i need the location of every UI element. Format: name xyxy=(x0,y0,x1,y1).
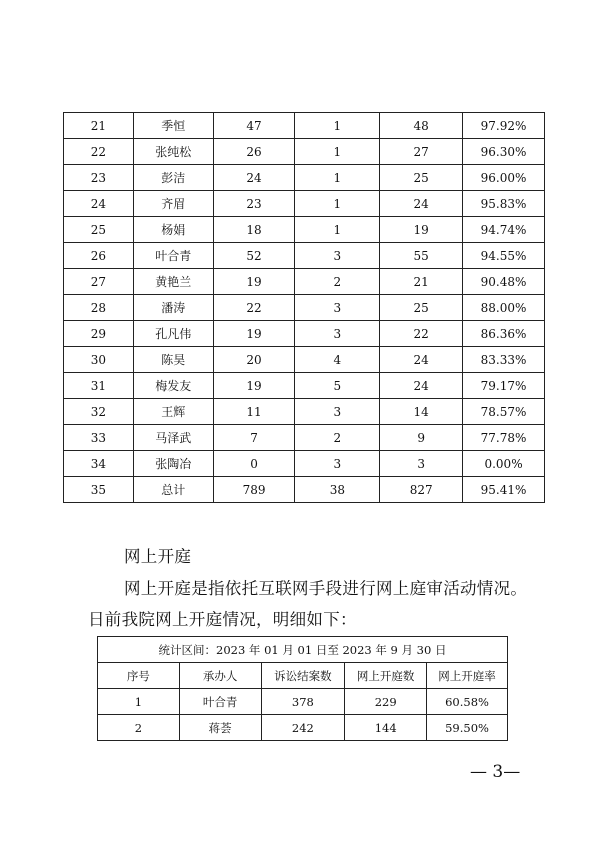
table-cell: 22 xyxy=(213,295,295,321)
table-cell: 0 xyxy=(213,451,295,477)
table-cell: 24 xyxy=(380,347,463,373)
table-caption: 统计区间：2023 年 01 月 01 日至 2023 年 9 月 30 日 xyxy=(98,637,508,663)
column-header: 承办人 xyxy=(179,663,261,689)
table-cell: 27 xyxy=(380,139,463,165)
column-header: 序号 xyxy=(98,663,180,689)
table-cell: 3 xyxy=(295,451,380,477)
table-cell: 78.57% xyxy=(463,399,545,425)
column-header: 网上开庭数 xyxy=(345,663,427,689)
table-cell: 25 xyxy=(380,165,463,191)
table-row xyxy=(64,243,545,269)
table-cell: 王辉 xyxy=(133,399,213,425)
table-cell: 94.55% xyxy=(463,243,545,269)
table-cell: 彭洁 xyxy=(133,165,213,191)
table-row xyxy=(64,165,545,191)
table-row xyxy=(98,689,508,715)
table-row xyxy=(64,269,545,295)
table-cell: 378 xyxy=(261,689,345,715)
table-cell: 19 xyxy=(380,217,463,243)
table-cell: 26 xyxy=(213,139,295,165)
table-cell: 24 xyxy=(213,165,295,191)
section-paragraph-line-1: 网上开庭是指依托互联网手段进行网上庭审活动情况。 xyxy=(124,579,528,598)
table-row xyxy=(64,217,545,243)
table-cell: 齐眉 xyxy=(133,191,213,217)
table-row xyxy=(64,139,545,165)
column-header: 网上开庭率 xyxy=(427,663,508,689)
table-cell: 18 xyxy=(213,217,295,243)
table-cell: 7 xyxy=(213,425,295,451)
table-cell: 827 xyxy=(380,477,463,503)
table-cell: 11 xyxy=(213,399,295,425)
table-cell: 97.92% xyxy=(463,113,545,139)
table-cell: 90.48% xyxy=(463,269,545,295)
table-cell: 3 xyxy=(295,399,380,425)
table-cell: 黄艳兰 xyxy=(133,269,213,295)
table-cell: 5 xyxy=(295,373,380,399)
table-cell: 22 xyxy=(64,139,134,165)
table-cell: 789 xyxy=(213,477,295,503)
table-cell: 马泽武 xyxy=(133,425,213,451)
table-cell: 35 xyxy=(64,477,134,503)
table-cell: 32 xyxy=(64,399,134,425)
table-cell: 95.83% xyxy=(463,191,545,217)
table-cell: 19 xyxy=(213,269,295,295)
table-cell: 28 xyxy=(64,295,134,321)
table-row xyxy=(64,477,545,503)
section-paragraph-line-2: 日前我院网上开庭情况，明细如下： xyxy=(88,610,357,629)
table-cell: 94.74% xyxy=(463,217,545,243)
table-row xyxy=(98,715,508,741)
table-cell: 2 xyxy=(98,715,180,741)
table-cell: 叶合青 xyxy=(133,243,213,269)
table-cell: 23 xyxy=(64,165,134,191)
table-row xyxy=(64,451,545,477)
ranking-table-body xyxy=(64,113,545,503)
table-cell: 1 xyxy=(295,217,380,243)
table-cell: 24 xyxy=(64,191,134,217)
table-row xyxy=(64,295,545,321)
table-cell: 1 xyxy=(98,689,180,715)
table-cell: 孔凡伟 xyxy=(133,321,213,347)
table-cell: 79.17% xyxy=(463,373,545,399)
table-row xyxy=(64,321,545,347)
table-cell: 潘涛 xyxy=(133,295,213,321)
table-cell: 229 xyxy=(345,689,427,715)
table-cell: 83.33% xyxy=(463,347,545,373)
table-cell: 24 xyxy=(380,373,463,399)
table-cell: 季恒 xyxy=(133,113,213,139)
table-row xyxy=(64,399,545,425)
table-header-row xyxy=(98,663,508,689)
table-cell: 31 xyxy=(64,373,134,399)
table-cell: 19 xyxy=(213,373,295,399)
table-cell: 22 xyxy=(380,321,463,347)
table-cell: 48 xyxy=(380,113,463,139)
table-caption-row xyxy=(98,637,508,663)
table-cell: 88.00% xyxy=(463,295,545,321)
table-cell: 34 xyxy=(64,451,134,477)
table-cell: 55 xyxy=(380,243,463,269)
section-heading: 网上开庭 xyxy=(124,547,192,566)
table-cell: 30 xyxy=(64,347,134,373)
table-cell: 59.50% xyxy=(427,715,508,741)
table-cell: 21 xyxy=(64,113,134,139)
online-hearing-table-body xyxy=(98,689,508,741)
table-row xyxy=(64,191,545,217)
table-cell: 21 xyxy=(380,269,463,295)
column-header: 诉讼结案数 xyxy=(261,663,345,689)
table-cell: 23 xyxy=(213,191,295,217)
table-cell: 25 xyxy=(64,217,134,243)
table-cell: 20 xyxy=(213,347,295,373)
table-cell: 29 xyxy=(64,321,134,347)
table-cell: 96.30% xyxy=(463,139,545,165)
table-cell: 0.00% xyxy=(463,451,545,477)
table-cell: 蒋荟 xyxy=(179,715,261,741)
table-cell: 3 xyxy=(295,243,380,269)
table-cell: 144 xyxy=(345,715,427,741)
table-cell: 38 xyxy=(295,477,380,503)
table-cell: 27 xyxy=(64,269,134,295)
table-cell: 52 xyxy=(213,243,295,269)
page-number: — 3— xyxy=(470,762,521,782)
table-cell: 张陶冶 xyxy=(133,451,213,477)
table-cell: 梅发友 xyxy=(133,373,213,399)
table-cell: 1 xyxy=(295,113,380,139)
table-cell: 3 xyxy=(295,321,380,347)
table-cell: 24 xyxy=(380,191,463,217)
table-cell: 9 xyxy=(380,425,463,451)
table-cell: 33 xyxy=(64,425,134,451)
table-cell: 陈昊 xyxy=(133,347,213,373)
table-row xyxy=(64,347,545,373)
table-cell: 95.41% xyxy=(463,477,545,503)
table-row xyxy=(64,425,545,451)
table-cell: 86.36% xyxy=(463,321,545,347)
table-cell: 3 xyxy=(380,451,463,477)
table-cell: 4 xyxy=(295,347,380,373)
ranking-table xyxy=(63,112,545,503)
table-cell: 1 xyxy=(295,191,380,217)
table-cell: 19 xyxy=(213,321,295,347)
table-cell: 2 xyxy=(295,425,380,451)
table-cell: 25 xyxy=(380,295,463,321)
table-cell: 96.00% xyxy=(463,165,545,191)
table-cell: 60.58% xyxy=(427,689,508,715)
table-cell: 77.78% xyxy=(463,425,545,451)
table-row xyxy=(64,373,545,399)
table-row xyxy=(64,113,545,139)
table-cell: 26 xyxy=(64,243,134,269)
table-cell: 1 xyxy=(295,139,380,165)
table-cell: 3 xyxy=(295,295,380,321)
table-cell: 总计 xyxy=(133,477,213,503)
table-cell: 1 xyxy=(295,165,380,191)
table-cell: 张纯松 xyxy=(133,139,213,165)
table-cell: 47 xyxy=(213,113,295,139)
online-hearing-table xyxy=(97,636,508,741)
table-cell: 2 xyxy=(295,269,380,295)
table-cell: 242 xyxy=(261,715,345,741)
table-cell: 叶合青 xyxy=(179,689,261,715)
table-cell: 14 xyxy=(380,399,463,425)
table-cell: 杨娟 xyxy=(133,217,213,243)
